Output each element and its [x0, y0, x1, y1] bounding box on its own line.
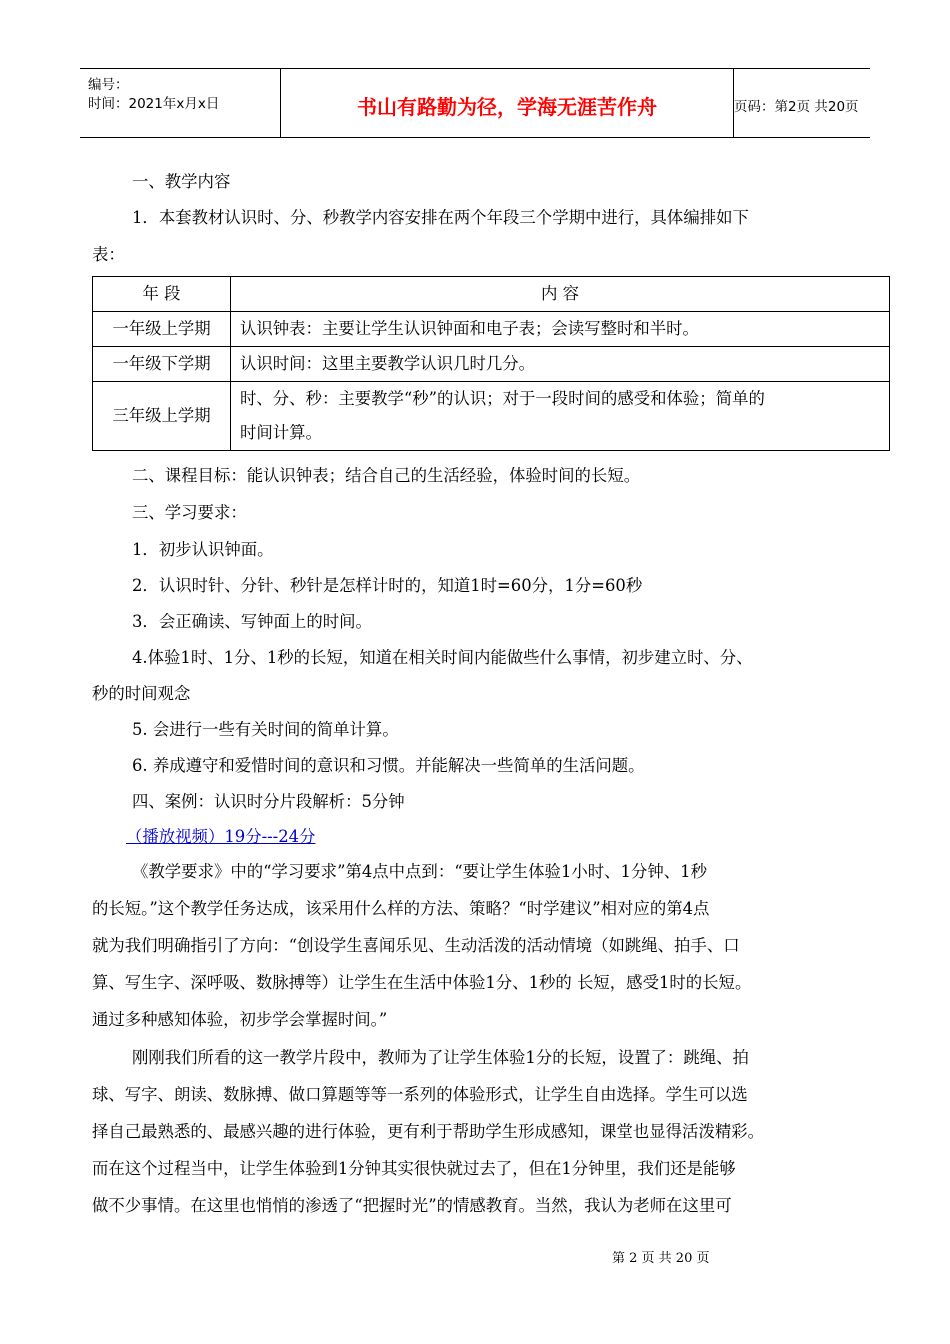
list-item: 2．认识时针、分针、秒针是怎样计时的，知道1时=60分，1分=60秒 [132, 576, 643, 595]
content-line: 时间计算。 [240, 423, 322, 442]
paragraph-line: 1．本套教材认识时、分、秒教学内容安排在两个年段三个学期中进行，具体编排如下 [132, 208, 749, 227]
paragraph-line: 刚刚我们所看的这一教学片段中，教师为了让学生体验1分的长短，设置了：跳绳、拍 [132, 1048, 749, 1067]
header-meta [80, 69, 280, 137]
page-header [80, 68, 870, 138]
table-row [93, 347, 890, 382]
table-row [93, 382, 890, 451]
header-content: 内 容 [231, 277, 890, 312]
list-item: 1．初步认识钟面。 [132, 540, 274, 559]
section-heading-goal: 二、课程目标：能认识钟表；结合自己的生活经验，体验时间的长短。 [132, 466, 641, 485]
header-grade: 年 段 [93, 277, 231, 312]
list-item: 6. 养成遵守和爱惜时间的意识和习惯。并能解决一些简单的生活问题。 [132, 756, 645, 775]
paragraph-line: 《教学要求》中的“学习要求”第4点中点到：“要让学生体验1小时、1分钟、1秒 [132, 862, 707, 881]
list-item-continuation: 秒的时间观念 [92, 684, 191, 703]
paragraph-line: 而在这个过程当中，让学生体验到1分钟其实很快就过去了，但在1分钟里，我们还是能够 [92, 1159, 736, 1178]
grade-cell: 一年级下学期 [93, 347, 231, 382]
section-heading-case: 四、案例：认识时分片段解析：5分钟 [132, 792, 405, 811]
content-cell: 认识时间：这里主要教学认识几时几分。 [231, 347, 890, 382]
header-motto: 书山有路勤为径，学海无涯苦作舟 [357, 95, 657, 119]
section-heading-requirements: 三、学习要求： [132, 503, 247, 522]
grade-cell: 三年级上学期 [93, 382, 231, 451]
paragraph-line: 就为我们明确指引了方向：“创设学生喜闻乐见、生动活泼的活动情境（如跳绳、拍手、口 [92, 936, 740, 955]
content-cell: 认识钟表：主要让学生认识钟面和电子表；会读写整时和半时。 [231, 312, 890, 347]
list-item: 3．会正确读、写钟面上的时间。 [132, 612, 372, 631]
content-cell [231, 382, 890, 451]
header-motto-cell [280, 69, 734, 137]
paragraph-line: 做不少事情。在这里也悄悄的渗透了“把握时光”的情感教育。当然，我认为老师在这里可 [92, 1196, 732, 1215]
table-row [93, 312, 890, 347]
paragraph-line: 通过多种感知体验，初步学会掌握时间。” [92, 1010, 388, 1029]
paragraph-line: 算、写生字、深呼吸、数脉搏等）让学生在生活中体验1分、1秒的 长短，感受1时的长短。 [92, 973, 752, 992]
code-label: 编号： [88, 77, 129, 93]
paragraph-line: 表： [92, 245, 125, 264]
paragraph-line: 的长短。”这个教学任务达成，该采用什么样的方法、策略？“时学建议”相对应的第4点 [92, 899, 710, 918]
list-item: 5. 会进行一些有关时间的简单计算。 [132, 720, 399, 739]
curriculum-table [92, 276, 890, 451]
date-label: 时间：2021年x月x日 [88, 96, 220, 112]
page-footer: 第 2 页 共 20 页 [612, 1251, 710, 1266]
grade-cell: 一年级上学期 [93, 312, 231, 347]
video-link[interactable]: （播放视频）19分---24分 [126, 827, 316, 846]
paragraph-line: 择自己最熟悉的、最感兴趣的进行体验，更有利于帮助学生形成感知，课堂也显得活泼精彩。 [92, 1122, 765, 1141]
section-heading-content: 一、教学内容 [132, 172, 231, 191]
list-item: 4.体验1时、1分、1秒的长短，知道在相关时间内能做些什么事情，初步建立时、分、 [132, 648, 753, 667]
content-line: 时、分、秒：主要教学“秒”的认识；对于一段时间的感受和体验；简单的 [240, 389, 765, 408]
paragraph-line: 球、写字、朗读、数脉搏、做口算题等等一系列的体验形式，让学生自由选择。学生可以选 [92, 1085, 748, 1104]
header-page-label: 页码：第2页 共20页 [734, 99, 859, 115]
table-header-row [93, 277, 890, 312]
